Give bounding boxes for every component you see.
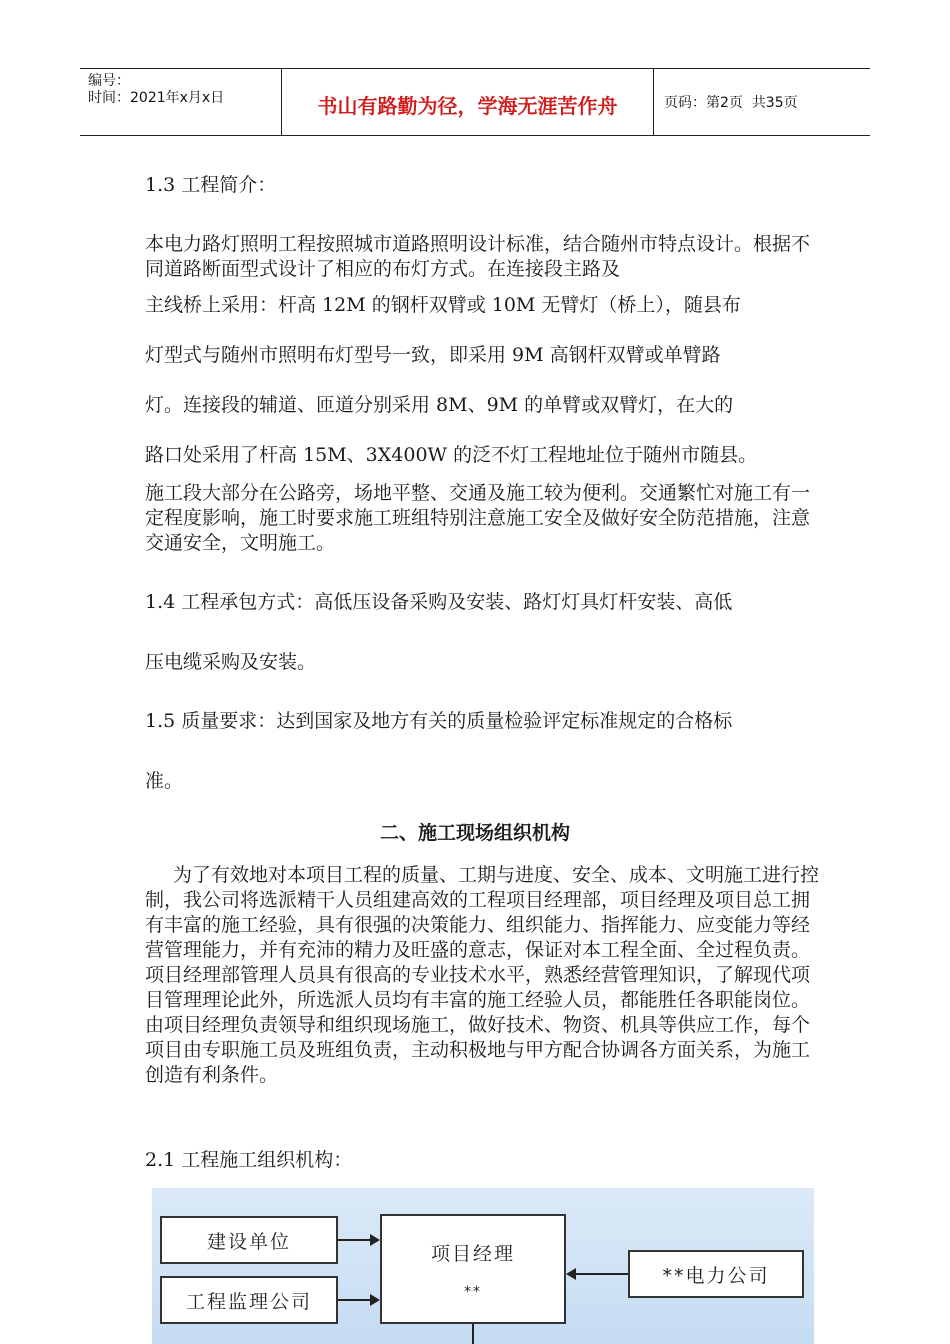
arrow-supervisor-pm xyxy=(370,1294,380,1306)
section-1-3-title: 1.3 工程简介： xyxy=(145,174,277,196)
code-label: 编号： xyxy=(88,73,130,89)
org-box-supervisor xyxy=(160,1276,338,1324)
connector-pm-down xyxy=(472,1324,474,1344)
chapter-2-para: 为了有效地对本项目工程的质量、工期与进度、安全、成本、文明施工进行控制，我公司将选派精干人员组建高效的工程项目经理部，项目经理及项目总工拥有丰富的施工经验，具有很强的决策能力、组织能力、指挥能力、应变能力等经营管理能力，并有充沛的精力及旺盛的意志，保证对本工程全面、全过程负责。项目经理部管理人员具有很高的专业技术水平，熟悉经营管理知识，了解现代项目管理理论此外，所选派人员均有丰富的施工经验人员，都能胜任各职能岗位。由项目经理负责领导和组织现场施工，做好技术、物资、机具等供应工作，每个项目由专职施工员及班组负责，主动积极地与甲方配合协调各方面关系，为施工创造有利条件。 xyxy=(145,864,820,1086)
section-1-5-line2: 准。 xyxy=(145,770,184,792)
header-meta xyxy=(80,69,282,135)
connector-builder-pm xyxy=(338,1239,370,1241)
section-1-3-para2: 施工段大部分在公路旁，场地平整、交通及施工较为便利。交通繁忙对施工有一定程度影响，施工时要求施工班组特别注意施工安全及做好安全防范措施，注意交通安全，文明施工。 xyxy=(145,482,811,554)
connector-power-pm xyxy=(576,1273,628,1275)
arrow-power-pm xyxy=(566,1268,576,1280)
org-power-label: **电力公司 xyxy=(662,1264,770,1287)
page-number: 页码：第2页 共35页 xyxy=(664,95,798,111)
connector-supervisor-pm xyxy=(338,1299,370,1301)
section-1-3-para1: 本电力路灯照明工程按照城市道路照明设计标准，结合随州市特点设计。根据不同道路断面型式设计了相应的布灯方式。在连接段主路及 xyxy=(145,233,811,280)
org-pm-name: ** xyxy=(464,1283,482,1300)
org-box-power-company xyxy=(628,1250,804,1298)
section-1-3-line4: 灯。连接段的辅道、匝道分别采用 8M、9M 的单臂或双臂灯，在大的 xyxy=(145,394,734,416)
org-box-builder xyxy=(160,1216,338,1264)
org-box-project-manager xyxy=(380,1214,566,1324)
section-1-3-line2: 主线桥上采用：杆高 12M 的钢杆双臂或 10M 无臂灯（桥上），随县布 xyxy=(145,294,741,316)
org-builder-label: 建设单位 xyxy=(206,1230,291,1253)
org-supervisor-label: 工程监理公司 xyxy=(185,1290,312,1313)
time-label: 时间：2021年x月x日 xyxy=(88,90,225,106)
header-page-info xyxy=(654,69,870,135)
arrow-builder-pm xyxy=(370,1234,380,1246)
chapter-2-title: 二、施工现场组织机构 xyxy=(379,822,570,844)
section-1-3-line3: 灯型式与随州市照明布灯型号一致，即采用 9M 高钢杆双臂或单臂路 xyxy=(145,344,721,366)
org-chart xyxy=(152,1188,814,1344)
section-1-4-line2: 压电缆采购及安装。 xyxy=(145,651,317,673)
section-2-1-title: 2.1 工程施工组织机构： xyxy=(145,1149,353,1171)
org-pm-title: 项目经理 xyxy=(430,1242,515,1265)
page-header xyxy=(80,68,870,136)
section-1-5-line1: 1.5 质量要求：达到国家及地方有关的质量检验评定标准规定的合格标 xyxy=(145,710,733,732)
header-motto: 书山有路勤为径，学海无涯苦作舟 xyxy=(282,69,654,135)
section-1-4-line1: 1.4 工程承包方式：高低压设备采购及安装、路灯灯具灯杆安装、高低 xyxy=(145,591,733,613)
section-1-3-line5: 路口处采用了杆高 15M、3X400W 的泛不灯工程地址位于随州市随县。 xyxy=(145,444,758,466)
